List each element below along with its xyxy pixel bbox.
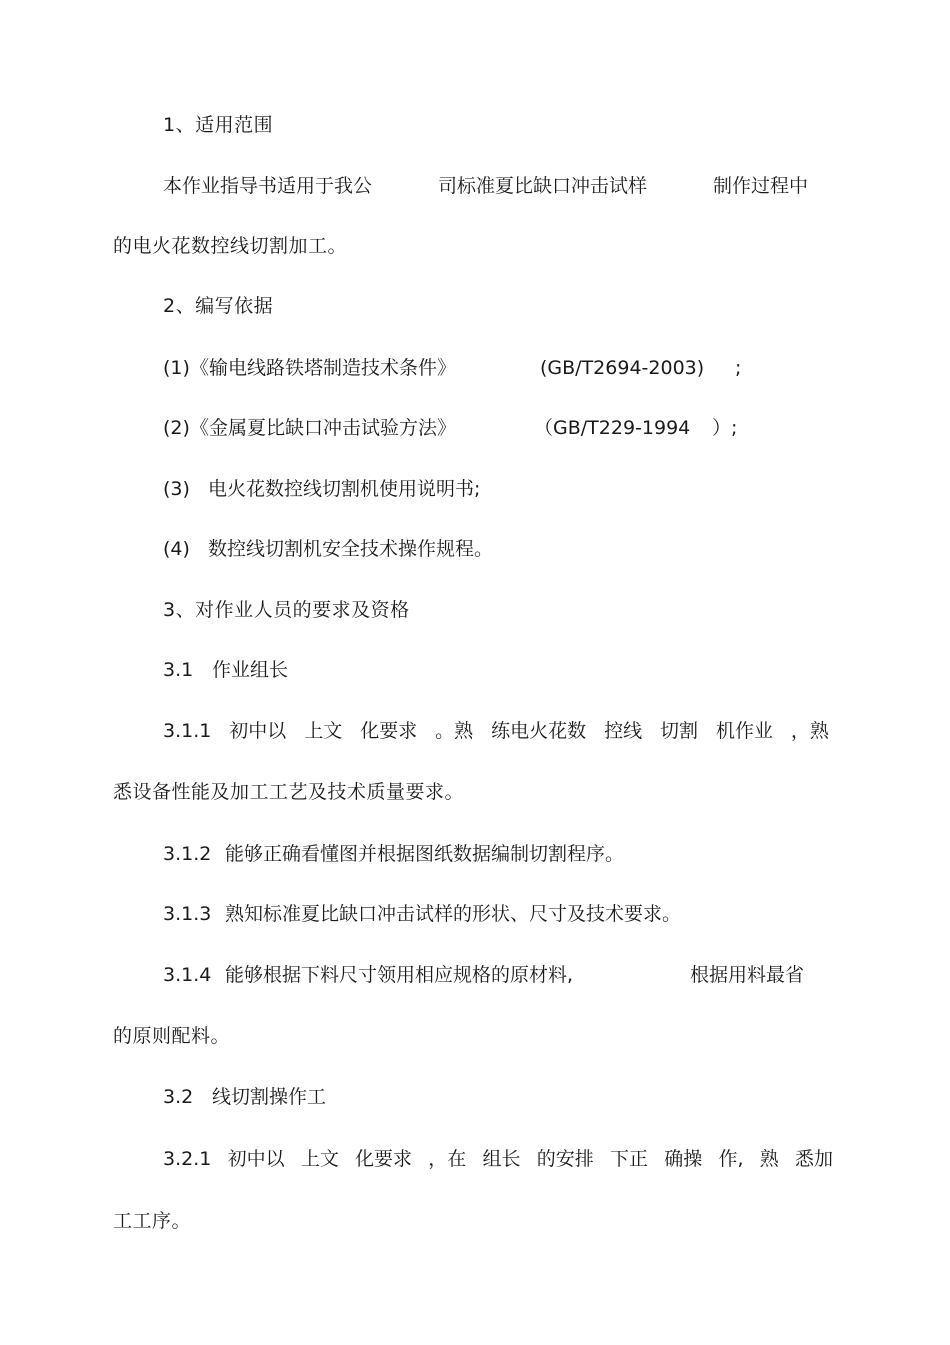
clause-word: 的安排: [536, 1148, 594, 1170]
clause-word: 上文: [300, 1148, 339, 1170]
clause-number: 3.1.1: [163, 720, 212, 742]
clause-text: 能够正确看懂图并根据图纸数据编制切割程序。: [225, 843, 625, 865]
clause-word: 。熟: [435, 720, 474, 742]
clause-continuation: 悉设备性能及加工工艺及技术质量要求。: [113, 781, 465, 803]
clause-word: 化要求: [355, 1148, 413, 1170]
clause-word: 初中以: [227, 1148, 285, 1170]
section-number: 3.1: [163, 659, 194, 681]
clause-word: 练电火花数: [491, 720, 587, 742]
reference-number: (4): [163, 538, 190, 560]
paragraph-text: 本作业指导书适用于我公: [163, 175, 373, 197]
clause-number: 3.1.3: [163, 903, 212, 925]
clause-text: 熟知标准夏比缺口冲击试样的形状、尺寸及技术要求。: [225, 903, 682, 925]
reference-text: 电火花数控线切割机使用说明书;: [208, 478, 481, 500]
clause-word: 下正: [609, 1148, 648, 1170]
reference-code: (GB/T2694-2003): [540, 357, 705, 379]
reference-title: 《输电线路铁塔制造技术条件》: [190, 357, 457, 379]
clause-text: 能够根据下料尺寸领用相应规格的原材料,: [225, 964, 574, 986]
section-2-heading: 2、编写依据: [163, 295, 274, 317]
reference-title: 《金属夏比缺口冲击试验方法》: [190, 417, 457, 439]
clause-word: 切割: [660, 720, 699, 742]
reference-code: （GB/T229-1994: [534, 417, 691, 439]
paragraph-text: 司标准夏比缺口冲击试样: [438, 175, 648, 197]
section-number: 3.2: [163, 1086, 194, 1108]
clause-line: [163, 719, 829, 743]
clause-word: 确操: [664, 1148, 703, 1170]
reference-text: 数控线切割机安全技术操作规程。: [208, 538, 494, 560]
paragraph-text: 的电火花数控线切割加工。: [113, 235, 348, 257]
clause-word: ，熟: [790, 720, 829, 742]
clause-text: 根据用料最省: [690, 964, 805, 986]
clause-continuation: 的原则配料。: [113, 1025, 231, 1047]
section-title: 线切割操作工: [212, 1086, 327, 1108]
clause-word: 悉加: [794, 1148, 833, 1170]
clause-word: 熟: [759, 1148, 779, 1170]
clause-word: 作,: [718, 1148, 744, 1170]
clause-word: 组长: [482, 1148, 521, 1170]
reference-number: (2): [163, 417, 190, 439]
clause-word: ，在: [428, 1148, 467, 1170]
clause-number: 3.2.1: [163, 1148, 212, 1170]
section-1-heading: 1、适用范围: [163, 114, 274, 136]
clause-word: 初中以: [229, 720, 287, 742]
reference-end: ;: [735, 357, 742, 379]
reference-number: (3): [163, 478, 190, 500]
clause-continuation: 工工序。: [113, 1210, 192, 1232]
reference-end: ）;: [712, 417, 738, 439]
section-title: 作业组长: [212, 659, 289, 681]
clause-word: 化要求: [360, 720, 418, 742]
clause-number: 3.1.4: [163, 964, 212, 986]
clause-number: 3.1.2: [163, 843, 212, 865]
clause-word: 机作业: [715, 720, 773, 742]
clause-word: 控线: [604, 720, 643, 742]
paragraph-text: 制作过程中: [713, 175, 809, 197]
clause-line: [163, 1147, 833, 1171]
reference-number: (1): [163, 357, 190, 379]
clause-word: 上文: [304, 720, 343, 742]
section-3-heading: 3、对作业人员的要求及资格: [163, 599, 410, 621]
